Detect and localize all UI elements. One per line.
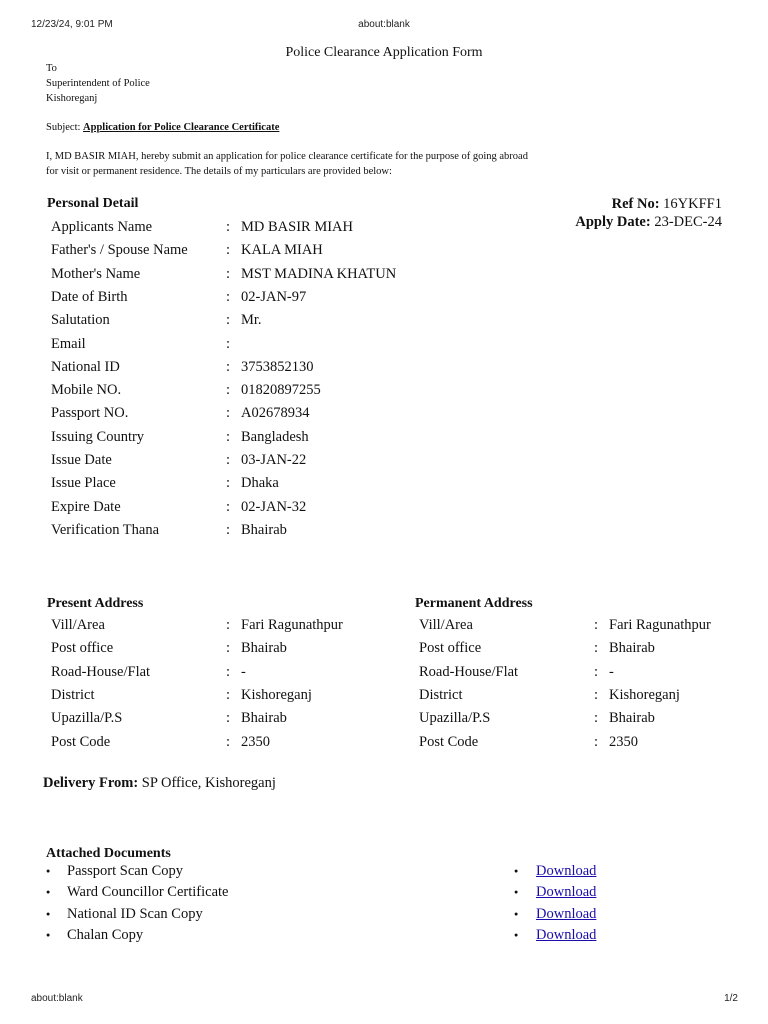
personal-detail-row	[51, 263, 397, 286]
permanent-address-row	[419, 707, 759, 730]
recipient-line: To	[46, 63, 57, 74]
field-label: Mobile NO.	[51, 382, 122, 399]
bullet-icon: ●	[46, 909, 51, 918]
field-label: Email	[51, 335, 86, 352]
field-separator: :	[226, 219, 231, 235]
field-separator: :	[226, 358, 231, 375]
personal-detail-row	[51, 286, 391, 309]
field-label: District	[419, 686, 463, 703]
field-value: -	[609, 663, 614, 680]
field-value: A02678934	[241, 405, 310, 422]
field-value: 2350	[241, 733, 270, 750]
page-title: Police Clearance Application Form	[285, 45, 483, 60]
field-separator: :	[226, 428, 231, 445]
field-separator: :	[226, 405, 231, 422]
field-label: District	[51, 686, 95, 703]
field-value: 02-JAN-97	[241, 288, 307, 305]
download-link[interactable]: Download	[536, 905, 597, 922]
field-separator: :	[594, 663, 599, 680]
field-value: Fari Ragunathpur	[241, 617, 343, 633]
field-label: Post Code	[51, 733, 111, 750]
field-label: Road-House/Flat	[419, 663, 519, 680]
field-label: Date of Birth	[51, 288, 128, 305]
present-address-row	[51, 614, 391, 637]
field-separator: :	[226, 382, 231, 399]
bullet-icon: ●	[514, 930, 519, 939]
document-name: Passport Scan Copy	[67, 863, 183, 879]
field-value: Dhaka	[241, 475, 279, 492]
field-value: KALA MIAH	[241, 242, 323, 259]
field-label: Upazilla/P.S	[419, 710, 491, 727]
field-label: Vill/Area	[419, 617, 473, 633]
download-link[interactable]: Download	[536, 863, 597, 879]
field-separator: :	[226, 242, 231, 259]
field-label: Salutation	[51, 312, 110, 329]
document-name: Chalan Copy	[67, 926, 144, 943]
delivery-from	[43, 775, 276, 792]
field-separator: :	[226, 521, 231, 538]
field-separator: :	[226, 475, 231, 492]
field-separator: :	[594, 617, 599, 633]
attached-documents-heading: Attached Documents	[46, 846, 171, 861]
bullet-icon: ●	[514, 909, 519, 918]
apply-date-label: Apply Date:	[575, 214, 651, 230]
present-address-row	[51, 731, 391, 754]
intro-line: I, MD BASIR MIAH, hereby submit an application for police clearance certificate for the purpose of going abroad	[46, 151, 528, 162]
field-label: Vill/Area	[51, 617, 105, 633]
field-label: Verification Thana	[51, 521, 160, 538]
bullet-icon: ●	[46, 867, 51, 875]
document-name: National ID Scan Copy	[67, 905, 203, 922]
personal-detail-row	[51, 333, 391, 356]
field-value: 01820897255	[241, 382, 321, 399]
bullet-icon: ●	[46, 888, 51, 897]
field-separator: :	[226, 288, 231, 305]
field-label: Father's / Spouse Name	[51, 242, 188, 259]
permanent-address-row	[419, 731, 759, 754]
field-value: Bhairab	[241, 710, 287, 727]
field-separator: :	[226, 335, 231, 352]
field-label: Post Code	[419, 733, 479, 750]
ref-number	[612, 196, 722, 213]
field-separator: :	[594, 733, 599, 750]
bullet-icon: ●	[514, 867, 519, 875]
field-separator: :	[594, 640, 599, 657]
field-label: Upazilla/P.S	[51, 710, 123, 727]
print-url-header: about:blank	[358, 19, 410, 30]
field-separator: :	[226, 312, 231, 329]
personal-detail-row	[51, 496, 391, 519]
ref-label: Ref No:	[611, 196, 660, 212]
field-label: Issue Date	[51, 452, 112, 468]
permanent-address-row	[419, 637, 759, 660]
subject-line	[46, 120, 279, 135]
field-separator: :	[226, 640, 231, 657]
field-label: Applicants Name	[51, 219, 153, 235]
print-page-number: 1/2	[724, 993, 738, 1004]
delivery-label: Delivery From:	[43, 775, 139, 791]
delivery-value: SP Office, Kishoreganj	[141, 775, 276, 791]
present-address-row	[51, 684, 391, 707]
field-value: Bhairab	[609, 640, 655, 657]
field-value: MST MADINA KHATUN	[241, 265, 397, 282]
personal-detail-row	[51, 216, 391, 239]
field-value: 02-JAN-32	[241, 498, 307, 515]
print-datetime: 12/23/24, 9:01 PM	[31, 19, 113, 30]
field-value: 03-JAN-22	[241, 452, 307, 468]
recipient-line: Kishoreganj	[46, 93, 98, 104]
field-separator: :	[226, 265, 231, 282]
field-value: Kishoreganj	[241, 686, 312, 703]
field-separator: :	[226, 663, 231, 680]
field-separator: :	[226, 498, 231, 515]
field-value: Fari Ragunathpur	[609, 617, 711, 633]
download-link[interactable]: Download	[536, 884, 597, 901]
recipient-line: Superintendent of Police	[46, 78, 150, 89]
field-label: National ID	[51, 358, 120, 375]
permanent-address-row	[419, 684, 759, 707]
field-value: Bhairab	[241, 521, 287, 538]
field-label: Issuing Country	[51, 428, 145, 445]
field-label: Issue Place	[51, 475, 116, 492]
personal-detail-row	[51, 356, 391, 379]
ref-value: 16YKFF1	[663, 196, 722, 212]
document-name: Ward Councillor Certificate	[67, 884, 229, 901]
field-separator: :	[226, 617, 231, 633]
apply-date	[575, 214, 722, 231]
field-label: Road-House/Flat	[51, 663, 151, 680]
subject-text: Application for Police Clearance Certificate	[83, 122, 280, 133]
subject-label: Subject:	[46, 122, 81, 133]
recipient-address	[46, 61, 150, 106]
field-value: Kishoreganj	[609, 686, 680, 703]
field-label: Post office	[51, 640, 114, 657]
personal-detail-row	[51, 472, 391, 495]
field-label: Post office	[419, 640, 482, 657]
present-address-heading: Present Address	[47, 596, 144, 611]
field-value: MD BASIR MIAH	[241, 219, 353, 235]
print-url-footer: about:blank	[31, 993, 83, 1004]
personal-detail-row	[51, 426, 391, 449]
field-separator: :	[226, 733, 231, 750]
present-address-row	[51, 661, 391, 684]
field-separator: :	[226, 452, 231, 468]
download-link[interactable]: Download	[536, 926, 597, 943]
field-value: 3753852130	[241, 358, 314, 375]
field-label: Expire Date	[51, 498, 121, 515]
field-label: Passport NO.	[51, 405, 129, 422]
field-separator: :	[594, 710, 599, 727]
personal-detail-row	[51, 519, 391, 542]
field-value: Bhairab	[609, 710, 655, 727]
personal-detail-row	[51, 402, 391, 425]
field-value: -	[241, 663, 246, 680]
personal-detail-row	[51, 239, 391, 262]
permanent-address-row	[419, 614, 759, 637]
apply-date-value: 23-DEC-24	[654, 214, 722, 230]
field-separator: :	[226, 710, 231, 727]
field-value: 2350	[609, 733, 638, 750]
bullet-icon: ●	[514, 888, 519, 897]
personal-detail-row	[51, 449, 391, 472]
field-value: Mr.	[241, 312, 262, 329]
permanent-address-heading: Permanent Address	[415, 596, 533, 611]
personal-detail-heading: Personal Detail	[47, 196, 139, 211]
field-value: Bhairab	[241, 640, 287, 657]
present-address-row	[51, 707, 391, 730]
present-address-row	[51, 637, 391, 660]
permanent-address-row	[419, 661, 759, 684]
field-separator: :	[226, 686, 231, 703]
field-label: Mother's Name	[51, 265, 141, 282]
field-value: Bangladesh	[241, 428, 309, 445]
bullet-icon: ●	[46, 930, 51, 939]
field-separator: :	[594, 686, 599, 703]
personal-detail-row	[51, 379, 391, 402]
personal-detail-row	[51, 309, 391, 332]
intro-line: for visit or permanent residence. The details of my particulars are provided below:	[46, 166, 392, 177]
intro-paragraph	[46, 149, 528, 179]
